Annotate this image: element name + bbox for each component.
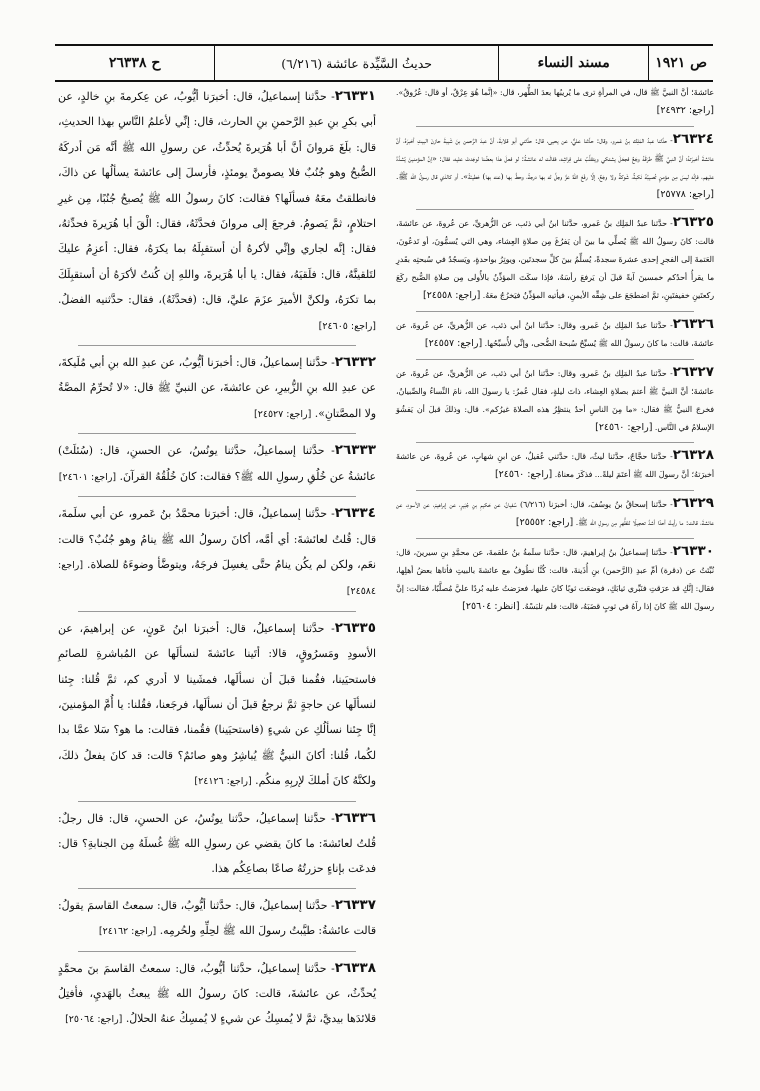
- entry-separator: [78, 496, 356, 497]
- hadith-entry: [396, 316, 714, 353]
- hadith-entry-number: ٢٦٣٣٧: [334, 896, 376, 913]
- cross-reference: [راجع: ٢٥٠٦٤]: [65, 1014, 123, 1026]
- cross-reference: [راجع: ٢٤٥٥٧]: [424, 337, 483, 349]
- hadith-entry: [396, 543, 714, 616]
- entry-separator: [416, 209, 694, 210]
- hadith-entry-text: عائشةَ؛ أنَّ النبيَّ ﷺ قال، في المرأةِ ترى ما يُريبُها بعدَ الطُّهر، قال: «إنَّما هُوَ عِرْقٌ، أو قال: عُرُوقٌ».: [396, 88, 714, 97]
- cross-reference: [راجع: ٢٤٦٠٥]: [318, 320, 376, 332]
- hadith-entry: [58, 616, 376, 795]
- cross-reference: [راجع: ٢٤٦٠١]: [58, 471, 117, 483]
- page-number: ص ١٩٢١: [648, 46, 713, 80]
- running-header: [55, 44, 713, 82]
- cross-reference: [راجع: ٢٤٥٦٠]: [595, 421, 653, 433]
- cross-reference: [راجع: ٢٥٥٥٢]: [515, 517, 574, 529]
- entry-separator: [78, 433, 356, 434]
- hadith-entry-number: ٢٦٣٣٨: [334, 959, 376, 976]
- hadith-number: ح ٢٦٣٣٨: [108, 55, 161, 71]
- hadith-entry: [396, 447, 714, 484]
- hadith-entry-number: ٢٦٣٣٥: [334, 619, 376, 636]
- hadith-entry: [58, 501, 376, 605]
- hadith-entry: [58, 956, 376, 1033]
- cross-reference: [راجع: ٢٤٥٦٠]: [494, 469, 553, 481]
- hadith-entry-text: - حدَّثنا إسماعيلُ، قال: أخبرَنا ابنُ عَونٍ، عن إبراهيمَ، عن الأسودِ ومَسرُوقٍ، قالا: أتَينا عائشةَ لنسألَها عن المُباشرةِ للصائمِ فاستحيَينا، فقُمنا قبلَ أن نسألَها، فمشَينا لا أدري كم، ثمَّ قُلنا: جِئنا لنسألَها عن حاجةٍ ثمَّ نرجعُ قبلَ أن نسألَها، فرجَعنا، فقُلنا: يا أُمَّ المؤمنينَ، إنَّا جِئنا نسألُكِ عن شيءٍ (فاستحيَينا) فقُمنا، فقالت: ما هو؟ سَلا عمَّا بدا لكُما، قُلنا: أكانَ النبيُّ ﷺ يُباشِرُ وهو صائمٌ؟ قالت: قد كانَ يفعلُ ذلكَ، ولكنَّهُ كانَ أملكَ لإربِهِ منكُم.: [58, 621, 376, 788]
- book-title: مسند النساء: [498, 46, 648, 80]
- cross-reference: [راجع: ٢٤٥٨٤]: [58, 559, 376, 598]
- hadith-entry: [396, 495, 714, 532]
- page-body: [58, 84, 714, 1038]
- hadith-entry-text: - حدَّثنا إسماعيلُ، قال: أخبرَنا أيُّوبُ، عن عِكرمةَ بنِ خالدٍ، عن أبي بكرِ بنِ عبدِ الرَّحمنِ بنِ الحارث، قال: إنِّي لأعلمُ النَّاسِ بهذا الحديثِ، قال: بلَغَ مَروانَ أنَّ أبا هُرَيرةَ يُحدِّثُ، عن رسولِ الله ﷺ أنَّه مَن أدركَهُ الصُّبحُ وهو جُنُبٌ فلا يصومنَّ يومئذٍ، فأرسلَ إلى عائشةَ يسألُها عن ذاكَ، فانطلقتُ معَهُ فسألَها؟ فقالت: كانَ رسولُ الله ﷺ يُصبحُ جُنُبًا، مِن غيرِ احتلامٍ، ثمَّ يَصومُ. فرجعَ إلى مروانَ فحدَّثَهُ، فقال: الْقَ أبا هُرَيرةَ فحدِّثهُ، فقال: إنَّه لجاري وإنِّي لأكرهُ أن أستقبِلَهُ بما يكرَهُ، فقال: أعزِمُ عليكَ لتَلقينَّهُ، قال: فلَقيَهُ، فقال: يا أبا هُرَيرةَ، واللهِ إن كُنتُ لأكرَهُ أن أستقبِلَكَ بما تكرَهُ، ولكنَّ الأميرَ عزَمَ عليَّ، قال: (فحدَّثَهُ)، فقال: حدَّثنيه الفضلُ.: [58, 90, 376, 307]
- entry-separator: [78, 345, 356, 346]
- hadith-entry-number: ٢٦٣٢٧: [672, 363, 714, 380]
- cross-reference: [راجع: ٢٤١٦٢]: [98, 926, 157, 938]
- hadith-entry-text: - حدَّثنا عبدُ المَلِك بنُ عَمرو، حدَّثنا ابنُ أبي ذئب، عن الزُّهريِّ، عن عُروةَ، عن عائشةَ، قالت: كانَ رسولُ الله ﷺ يُصلِّي ما بينَ أن يَفرُغَ مِن صلاةِ العِشاء، وهي التي يُسمُّونَ، أو تَدعُونَ، العَتمةَ إلى الفجرِ إحدى عشرةَ سجدةً، يُسلِّمُ بينَ كلِّ سجدتَين، ويوتِرُ بواحدةٍ، ويَسجُدُ في سُبحتِه بقَدرِ ما يقرأُ أحدُكم خمسينَ آيةً قبلَ أن يَرفعَ رأسَهُ، فإذا سكَتَ المؤذِّنُ بالأُولى مِن صلاةِ الصُّبح ركَعَ ركعتَينِ خفيفتَينِ، ثمَّ اضطجَعَ على شِقِّه الأيمنِ، فيأتيه المؤذِّنُ فيَخرُجُ معَهُ.: [396, 219, 714, 301]
- hadith-entry-number: ٢٦٣٣١: [334, 88, 376, 104]
- hadith-entry-number: ٢٦٣٢٩: [672, 495, 714, 512]
- hadith-entry-number: ٢٦٣٣٢: [334, 354, 376, 371]
- cross-reference: [راجع: ٢٤٥٥٨]: [422, 290, 481, 302]
- hadith-entry-number: ٢٦٣٣٠: [672, 543, 714, 560]
- right-column: [396, 84, 714, 1038]
- cross-reference: [راجع: ٢٥٧٧٨]: [656, 188, 714, 200]
- hadith-entry-text: - حدَّثنا إسماعيلُ، حدَّثنا أيُّوبُ، قال: سمعتُ القاسمَ بنَ محمَّدٍ يُحدِّثُ، عن عائشةَ، قالت: كانَ رسولُ الله ﷺ يبعثُ بالهَديِ، فأفتِلُ قلائدَها بيديَّ، ثمَّ لا يُمسِكُ عن شيءٍ لا يُمسِكُ عنهُ الحلالُ.: [58, 961, 376, 1026]
- entry-separator: [78, 611, 356, 612]
- hadith-entry: [58, 438, 376, 490]
- hadith-entry-text: - حدَّثنا عبدُ المَلِك بنُ عَمرو، وقال: حدَّثنا عليٌّ، عن يحيى، قال: حدَّثني أبو قلابةَ، أنَّ عبدَ الرَّحمن بنَ شَيبةَ حازنَ البيتِ أخبرَهُ، أنَّ عائشةَ أخبرَتهُ؛ أنَّ النبيَّ ﷺ طرَقَهُ وجَعٌ فجعَلَ يشتكي ويتقلَّبُ على فِراشِه، فقالَت له عائشةُ: لو فعلَ هذا بعضُنا لوجَدتَ عليه، فقال: «إنَّ المؤمنينَ يُشدَّدُ عليهم، فإنَّه ليسَ مِن مؤمنٍ تُصيبُهُ نَكبةٌ، شَوكةٌ ولا وجَعٌ، إلَّا رفَعَ اللهُ عزَّ وجلَّ له بها درجةً، وحطَّ بها (عنه بها) خطيئةً». أو كالذي قال رسولُ الله ﷺ.: [396, 135, 714, 181]
- hadith-entry-number: ٢٦٣٢٤: [672, 130, 714, 147]
- entry-separator: [78, 801, 356, 802]
- hadith-entry-text: - حدَّثنا إسماعيلُ، قال: حدَّثنا أيُّوبُ، قال: سمعتُ القاسمَ يقولُ: قالت عائشةُ: طيَّبتُ رسولَ الله ﷺ لحِلِّهِ ولحُرمِه.: [58, 898, 376, 938]
- hadith-entry-text: - حدَّثنا إسماعيلُ، حدَّثنا يونُسُ، عن الحسنِ، قال: (سُئلَتْ) عائشةُ عن خُلُقِ رسولِ الله ﷺ؟ فقالت: كانَ خُلُقُهُ القرآنَ.: [58, 444, 376, 483]
- hadith-entry: [396, 131, 714, 204]
- hadith-entry-text: - حدَّثنا إسماعيلُ، حدَّثنا يونُسُ، عن الحسنِ، قال: قال رجلٌ: قُلتُ لعائشةَ: ما كانَ يقضي عن رسولِ الله ﷺ غُسلَهُ مِن الجنابةِ؟ قال: فدعَت بإناءٍ حزرتُهُ صاعًا بصاعِكُم هذا.: [58, 811, 376, 876]
- hadith-entry-number: ٢٦٣٣٣: [334, 442, 376, 459]
- hadith-entry: [396, 364, 714, 437]
- cross-reference: [انظر: ٢٥٦٠٤]: [462, 600, 520, 612]
- hadith-entry-text: - حدَّثنا إسماعيلُ بنُ إبراهيمَ، قال: حدَّثنا سلَمةُ بنُ علقمةَ، عن محمَّدِ بنِ سيرينَ، قال: نُبِّئتُ عن (دقرة) أمِّ عبدِ (الرَّحمن) بنِ أُذَينةَ، قالت: كُنَّا نطُوفُ مع عائشةَ بالبيتِ فأتاها بعضُ أهلِها، فقال: إنَّكِ قد عرَقتِ فنَبِّري ثيابَكِ، فوضعَت ثوبًا كانَ عليها، فعرَضتُ عليه بُردًا عليَّ مُصلَّبًا، فقالت: إنَّ رسولَ الله ﷺ كانَ إذا رآهُ في ثوبٍ قضَبَهُ، قالت: فلم تلبَسْهُ.: [396, 548, 714, 611]
- cross-reference: [راجع: ٢٤١٢٦]: [194, 776, 252, 788]
- cross-reference: [راجع: ٢٤٥٢٧]: [254, 408, 312, 420]
- left-column: [58, 84, 376, 1038]
- hadith-entry-number: ٢٦٣٢٥: [672, 214, 714, 231]
- hadith-entry-number: ٢٦٣٣٤: [334, 505, 376, 522]
- hadith-entry: [58, 350, 376, 427]
- hadith-title: حديثُ السَّيِّدة عائشة (٦/٢١٦): [214, 46, 498, 80]
- hadith-entry-text: - حدَّثنا عبدُ المَلِك بنُ عَمرو، وقال: حدَّثنا ابنُ أبي ذئب، عن الزُّهريِّ، عن عُروةَ، عن عائشةَ، قالت: ما كانَ رسولُ الله ﷺ يُسبِّحُ سُبحةَ الضُّحى، وإنِّي لأُسبِّحُها.: [396, 320, 714, 348]
- hadith-entry: [396, 84, 714, 120]
- entry-separator: [78, 951, 356, 952]
- hadith-entry-text: - حدَّثنا عبدُ المَلِك بنُ عَمرو، وقال: حدَّثنا ابنُ أبي ذئب، عن الزُّهريِّ، عن عُروةَ، عن عائشةَ؛ أنَّ النبيَّ ﷺ أعتمَ بصلاةِ العِشاء، ذاتَ ليلةٍ، فقال عُمرُ: يا رسولَ الله، نامَ النِّساءُ والصِّبيانُ، فخرجَ النبيُّ ﷺ فقال: «ما مِنَ الناسِ أحدٌ ينتظِرُ هذه الصلاةَ غيرُكم». قال: وذلكَ قبلَ أن يَفشُوَ الإسلامُ في النَّاس.: [396, 368, 714, 432]
- cross-reference: [راجع: ٢٤٩٣٢]: [656, 104, 714, 116]
- hadith-entry-number: ٢٦٣٣٦: [334, 809, 376, 826]
- entry-separator: [416, 538, 694, 539]
- hadith-entry: [58, 84, 376, 339]
- hadith-entry-text: - حدَّثنا إسماعيلُ، قال: أخبرَنا محمَّدُ بنُ عَمرو، عن أبي سلَمةَ، قال: قُلتُ لعائشةَ: أي أمَّه، أكانَ رسولُ الله ﷺ ينامُ وهو جُنُبٌ؟ قالت: نعَم، ولكن لم يكُن ينامُ حتَّى يغسِلَ فرجَهُ، ويتوضَّأ وضوءَهُ للصلاة.: [58, 507, 376, 571]
- entry-separator: [416, 490, 694, 491]
- hadith-entry: [396, 214, 714, 305]
- hadith-entry-text: - حدَّثنا إسماعيلُ، قال: أخبرَنا أيُّوبُ، عن عبدِ الله بنِ أبي مُلَيكةَ، عن عبدِ الله بنِ الزُّبيرِ، عن عائشةَ، عن النبيِّ ﷺ قال: «لا تُحرِّمُ المصَّةُ ولا المصَّتانِ».: [58, 356, 376, 420]
- entry-separator: [416, 126, 694, 127]
- hadith-entry-number: ٢٦٣٢٦: [672, 315, 714, 332]
- entry-separator: [78, 888, 356, 889]
- hadith-entry: [58, 893, 376, 945]
- hadith-entry-text: - حدَّثنا إسحاقُ بنُ يوسُفَ، قال: أخبرَنا (٦/٢١٦) سُفيانُ، عن حَكيمِ بنِ جُبَيرٍ، عن إبراهيمَ، عن الأسودِ، عن عائشةَ، قالت: ما رأيتُ أحدًا أشدَّ تعجيلًا للظُّهرِ مِن رسولِ الله ﷺ.: [396, 500, 714, 528]
- entry-separator: [416, 311, 694, 312]
- hadith-entry-number: ٢٦٣٢٨: [672, 447, 714, 464]
- entry-separator: [416, 442, 694, 443]
- hadith-entry-text: - حدَّثنا حجَّاجٌ، حدَّثنا ليثٌ، قال: حدَّثني عُقيلٌ، عن ابنِ شهابٍ، عن عُروةَ، عن عائشةَ أخبرَتهُ؛ أنَّ رسولَ الله ﷺ أعتَمَ ليلةً... فذكَرَ معناهُ.: [396, 452, 714, 480]
- entry-separator: [416, 359, 694, 360]
- hadith-entry: [58, 806, 376, 882]
